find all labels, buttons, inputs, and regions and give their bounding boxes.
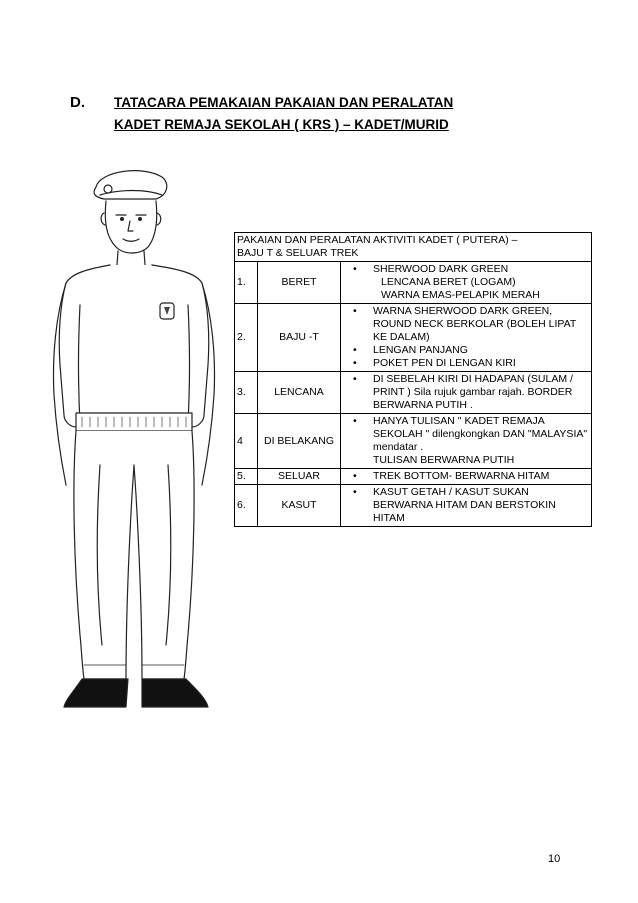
table-header-line-2: BAJU T & SELUAR TREK [237, 247, 359, 259]
row-number: 2. [235, 304, 258, 372]
row-description [341, 469, 592, 485]
table-row [235, 469, 592, 485]
section-letter: D. [70, 94, 85, 111]
row-number: 1. [235, 262, 258, 304]
row-number: 5. [235, 469, 258, 485]
heading-line-2: KADET REMAJA SEKOLAH ( KRS ) – KADET/MURID [114, 117, 449, 132]
cadet-uniform-illustration [30, 165, 240, 735]
table-header-row [235, 233, 592, 262]
table-header-line-1: PAKAIAN DAN PERALATAN AKTIVITI KADET ( PUTERA) – [237, 234, 518, 246]
row-number: 3. [235, 372, 258, 414]
page-number: 10 [548, 853, 561, 865]
row-item: BERET [258, 262, 341, 304]
row-item: LENCANA [258, 372, 341, 414]
row-description [341, 485, 592, 527]
row-item: BAJU -T [258, 304, 341, 372]
description-bullet: • TREK BOTTOM- BERWARNA HITAM [343, 470, 589, 483]
row-number: 6. [235, 485, 258, 527]
row-description [341, 414, 592, 469]
row-description [341, 262, 592, 304]
description-bullet: • WARNA SHERWOOD DARK GREEN, ROUND NECK BERKOLAR (BOLEH LIPAT KE DALAM) [343, 305, 589, 344]
table-row [235, 372, 592, 414]
row-number: 4 [235, 414, 258, 469]
row-item: KASUT [258, 485, 341, 527]
table-row [235, 485, 592, 527]
description-bullet: • DI SEBELAH KIRI DI HADAPAN (SULAM / PRINT ) Sila rujuk gambar rajah. BORDER BERWARNA PUTIH . [343, 373, 589, 412]
table-row [235, 262, 592, 304]
table-row [235, 414, 592, 469]
row-description [341, 372, 592, 414]
row-item: DI BELAKANG [258, 414, 341, 469]
table-row [235, 304, 592, 372]
heading-line-1: TATACARA PEMAKAIAN PAKAIAN DAN PERALATAN [114, 95, 454, 110]
description-line: WARNA EMAS-PELAPIK MERAH [381, 289, 540, 301]
row-description [341, 304, 592, 372]
description-bullet: • KASUT GETAH / KASUT SUKAN BERWARNA HITAM DAN BERSTOKIN HITAM [343, 486, 589, 525]
table-header [235, 233, 592, 262]
description-line: TULISAN BERWARNA PUTIH [373, 454, 515, 466]
description-line: LENCANA BERET (LOGAM) [381, 276, 516, 288]
description-bullet: • SHERWOOD DARK GREEN [343, 263, 589, 276]
description-bullet: • HANYA TULISAN " KADET REMAJA SEKOLAH " dilengkongkan DAN "MALAYSIA" mendatar . [343, 415, 589, 454]
description-bullet: • POKET PEN DI LENGAN KIRI [343, 357, 589, 370]
row-item: SELUAR [258, 469, 341, 485]
description-bullet: • LENGAN PANJANG [343, 344, 589, 357]
uniform-spec-table [234, 232, 592, 527]
